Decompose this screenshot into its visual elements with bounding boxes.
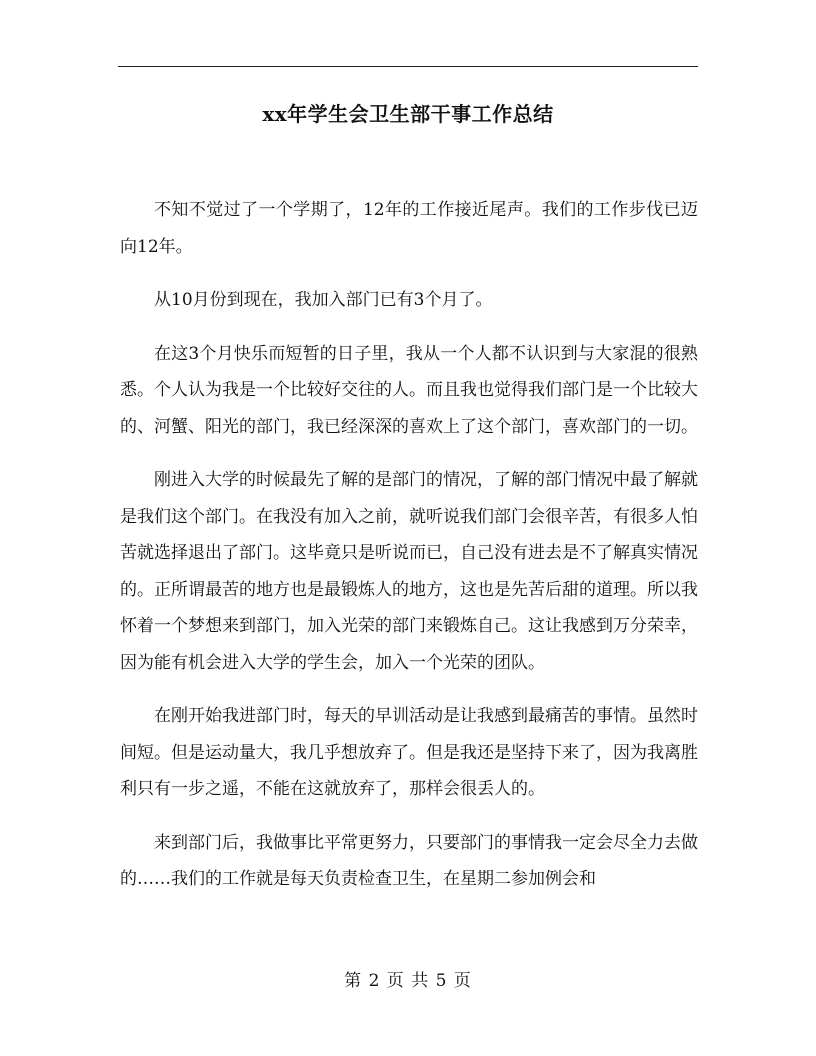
header-rule: [118, 66, 698, 67]
document-body: [120, 192, 698, 915]
paragraph: 在这3个月快乐而短暂的日子里，我从一个人都不认识到与大家混的很熟悉。个人认为我是一个比较好交往的人。而且我也觉得我们部门是一个比较大的、河蟹、阳光的部门，我已经深深的喜欢上了这个部门，喜欢部门的一切。: [120, 343, 698, 437]
paragraph: 在刚开始我进部门时，每天的早训活动是让我感到最痛苦的事情。虽然时间短。但是运动量大，我几乎想放弃了。但是我还是坚持下来了，因为我离胜利只有一步之遥，不能在这就放弃了，那样会很丢人的。: [120, 706, 698, 799]
paragraph: 从10月份到现在，我加入部门已有3个月了。: [154, 290, 493, 310]
document-title: xx年学生会卫生部干事工作总结: [262, 102, 554, 126]
page-number-footer: 第 2 页 共 5 页: [344, 971, 472, 991]
paragraph: 刚进入大学的时候最先了解的是部门的情况，了解的部门情况中最了解就是我们这个部门。在我没有加入之前，就听说我们部门会很辛苦，有很多人怕苦就选择退出了部门。这毕竟只是听说而已，自己没有进去是不了解真实情况的。正所谓最苦的地方也是最锻炼人的地方，这也是先苦后甜的道理。所以我怀着一个梦想来到部门，加入光荣的部门来锻炼自己。这让我感到万分荣幸，因为能有机会进入大学的学生会，加入一个光荣的团队。: [120, 470, 698, 673]
paragraph: 来到部门后，我做事比平常更努力，只要部门的事情我一定会尽全力去做的……我们的工作就是每天负责检查卫生，在星期二参加例会和: [120, 832, 698, 889]
paragraph: 不知不觉过了一个学期了，12年的工作接近尾声。我们的工作步伐已迈向12年。: [120, 200, 698, 257]
